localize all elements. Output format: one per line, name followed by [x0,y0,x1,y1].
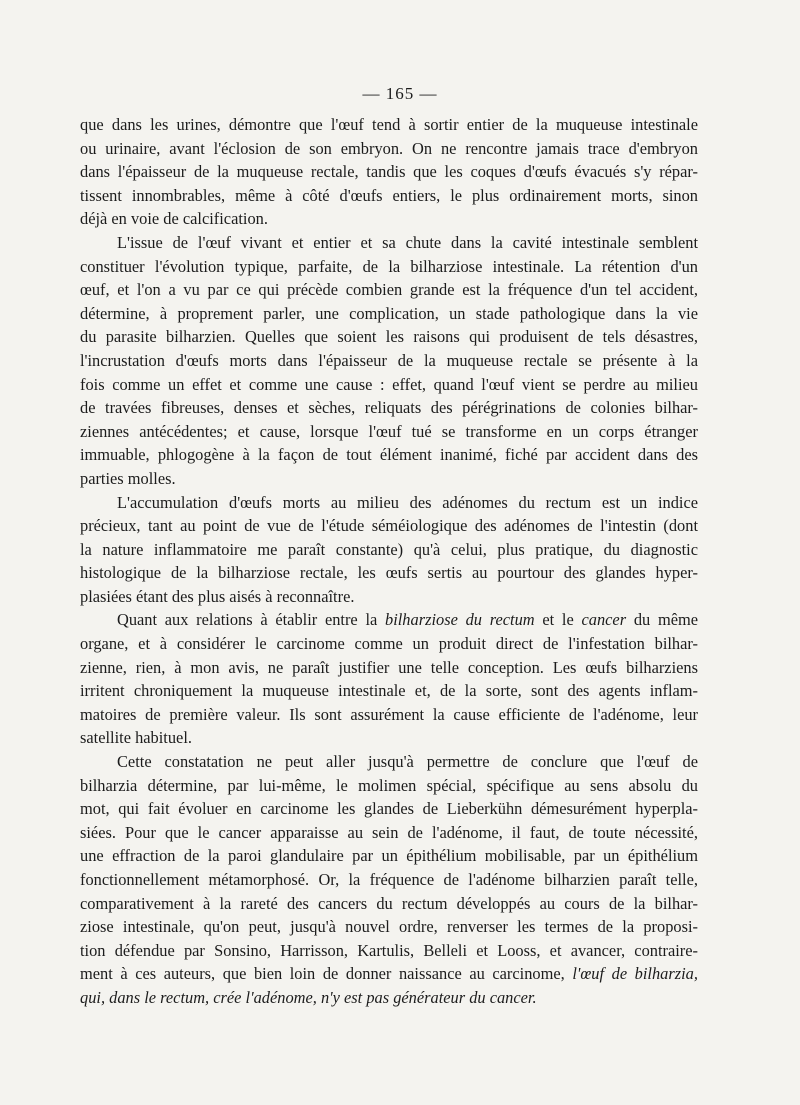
text-line: Cette constatation ne peut aller jusqu'à permettre de conclure que l'œuf de [117,752,698,772]
text-line: que dans les urines, démontre que l'œuf tend à sortir entier de la muqueuse intestinale [80,115,698,134]
text-line: fois comme un effet et comme une cause : effet, quand l'œuf vient se perdre au milieu [80,374,698,394]
text-line: détermine, à proprement parler, une complication, un stade pathologique dans la vie [80,303,698,323]
text-line: dans l'épaisseur de la muqueuse rectale, tandis que les coques d'œufs évacués s'y répar- [80,162,698,182]
italic-text: cancer [581,610,627,630]
text-line: bilharzia détermine, par lui-même, le molimen spécial, spécifique au sens absolu du [80,775,698,795]
text-line: siées. Pour que le cancer apparaisse au sein de l'adénome, il faut, de toute nécessité, [80,822,698,842]
text-line: L'accumulation d'œufs morts au milieu des adénomes du rectum est un indice [117,492,698,512]
text-line: L'issue de l'œuf vivant et entier et sa chute dans la cavité intestinale semblent [117,232,698,252]
text-line: irritent chroniquement la muqueuse intestinale et, de la sorte, sont des agents inflam- [80,681,698,701]
text-line: une effraction de la paroi glandulaire par un épithélium mobilisable, par un épithélium [80,846,698,866]
text-line: Quant aux relations à établir entre la bilharziose du rectum et le cancer du même [117,610,698,630]
text-line: fonctionnellement métamorphosé. Or, la fréquence de l'adénome bilharzien paraît telle, [80,870,698,889]
text-line: matoires de première valeur. Ils sont assurément la cause efficiente de l'adénome, leur [80,704,698,724]
paragraph [80,113,698,231]
text-line: œuf, et l'on a vu par ce qui précède combien grande est la fréquence d'un tel accident, [80,280,698,300]
page-number: — 165 — [362,84,438,103]
paragraph [80,750,698,1010]
italic-text: bilharziose du rectum [385,610,535,630]
text-line [80,986,698,1010]
text-line: la nature inflammatoire me paraît constante) qu'à celui, plus pratique, du diagnostic [80,539,698,559]
italic-text: l'œuf de bilharzia, [572,964,698,984]
text-line: comparativement à la rareté des cancers du rectum développés au cours de la bilhar- [80,893,698,913]
text-line: du parasite bilharzien. Quelles que soient les raisons qui produisent de tels désastres, [80,327,698,347]
text-line: ziennes antécédentes; et cause, lorsque l'œuf tué se transforme en un corps étranger [80,421,698,441]
text-line: l'incrustation d'œufs morts dans l'épaisseur de la muqueuse rectale se présente à la [80,350,698,370]
text-line: zienne, rien, à mon avis, ne paraît justifier une telle conception. Les œufs bilharziens [80,657,698,677]
paragraph [80,231,698,491]
text-line: histologique de la bilharziose rectale, les œufs sertis au pourtour des glandes hyper- [80,563,698,583]
text-line: ment à ces auteurs, que bien loin de donner naissance au carcinome, l'œuf de bilharzia, [80,964,698,984]
text-line: ziose intestinale, qu'on peut, jusqu'à nouvel ordre, renverser les termes de la proposi- [80,917,698,937]
text-line: constituer l'évolution typique, parfaite, de la bilharziose intestinale. La rétention d'un [80,256,698,276]
text-line: organe, et à considérer le carcinome comme un produit direct de l'infestation bilhar- [80,634,698,654]
text-line: mot, qui fait évoluer en carcinome les glandes de Lieberkühn démesurément hyperpla- [80,799,698,819]
body-text [80,113,698,1010]
text-line: tion défendue par Sonsino, Harrisson, Kartulis, Belleli et Looss, et avancer, contraire- [80,940,698,960]
text-line: immuable, phlogogène à la façon de tout élément inanimé, fiché par accident dans des [80,445,698,465]
text-line: de travées fibreuses, denses et sèches, reliquats des pérégrinations de colonies bilhar- [80,398,698,418]
text-line: parties molles. [80,468,176,488]
text-line: satellite habituel. [80,728,192,748]
paragraph [80,491,698,609]
text-line: précieux, tant au point de vue de l'étude séméiologique des adénomes de l'intestin (dont [80,516,698,536]
paragraph [80,608,698,750]
text-line: déjà en voie de calcification. [80,209,268,229]
text-line: tissent innombrables, même à côté d'œufs entiers, le plus ordinairement morts, sinon [80,185,698,205]
italic-text: qui, dans le rectum, crée l'adénome, n'y est pas générateur du cancer. [80,987,537,1007]
text-line: plasiées étant des plus aisés à reconnaître. [80,586,355,606]
text-line: ou urinaire, avant l'éclosion de son embryon. On ne rencontre jamais trace d'embryon [80,138,698,158]
